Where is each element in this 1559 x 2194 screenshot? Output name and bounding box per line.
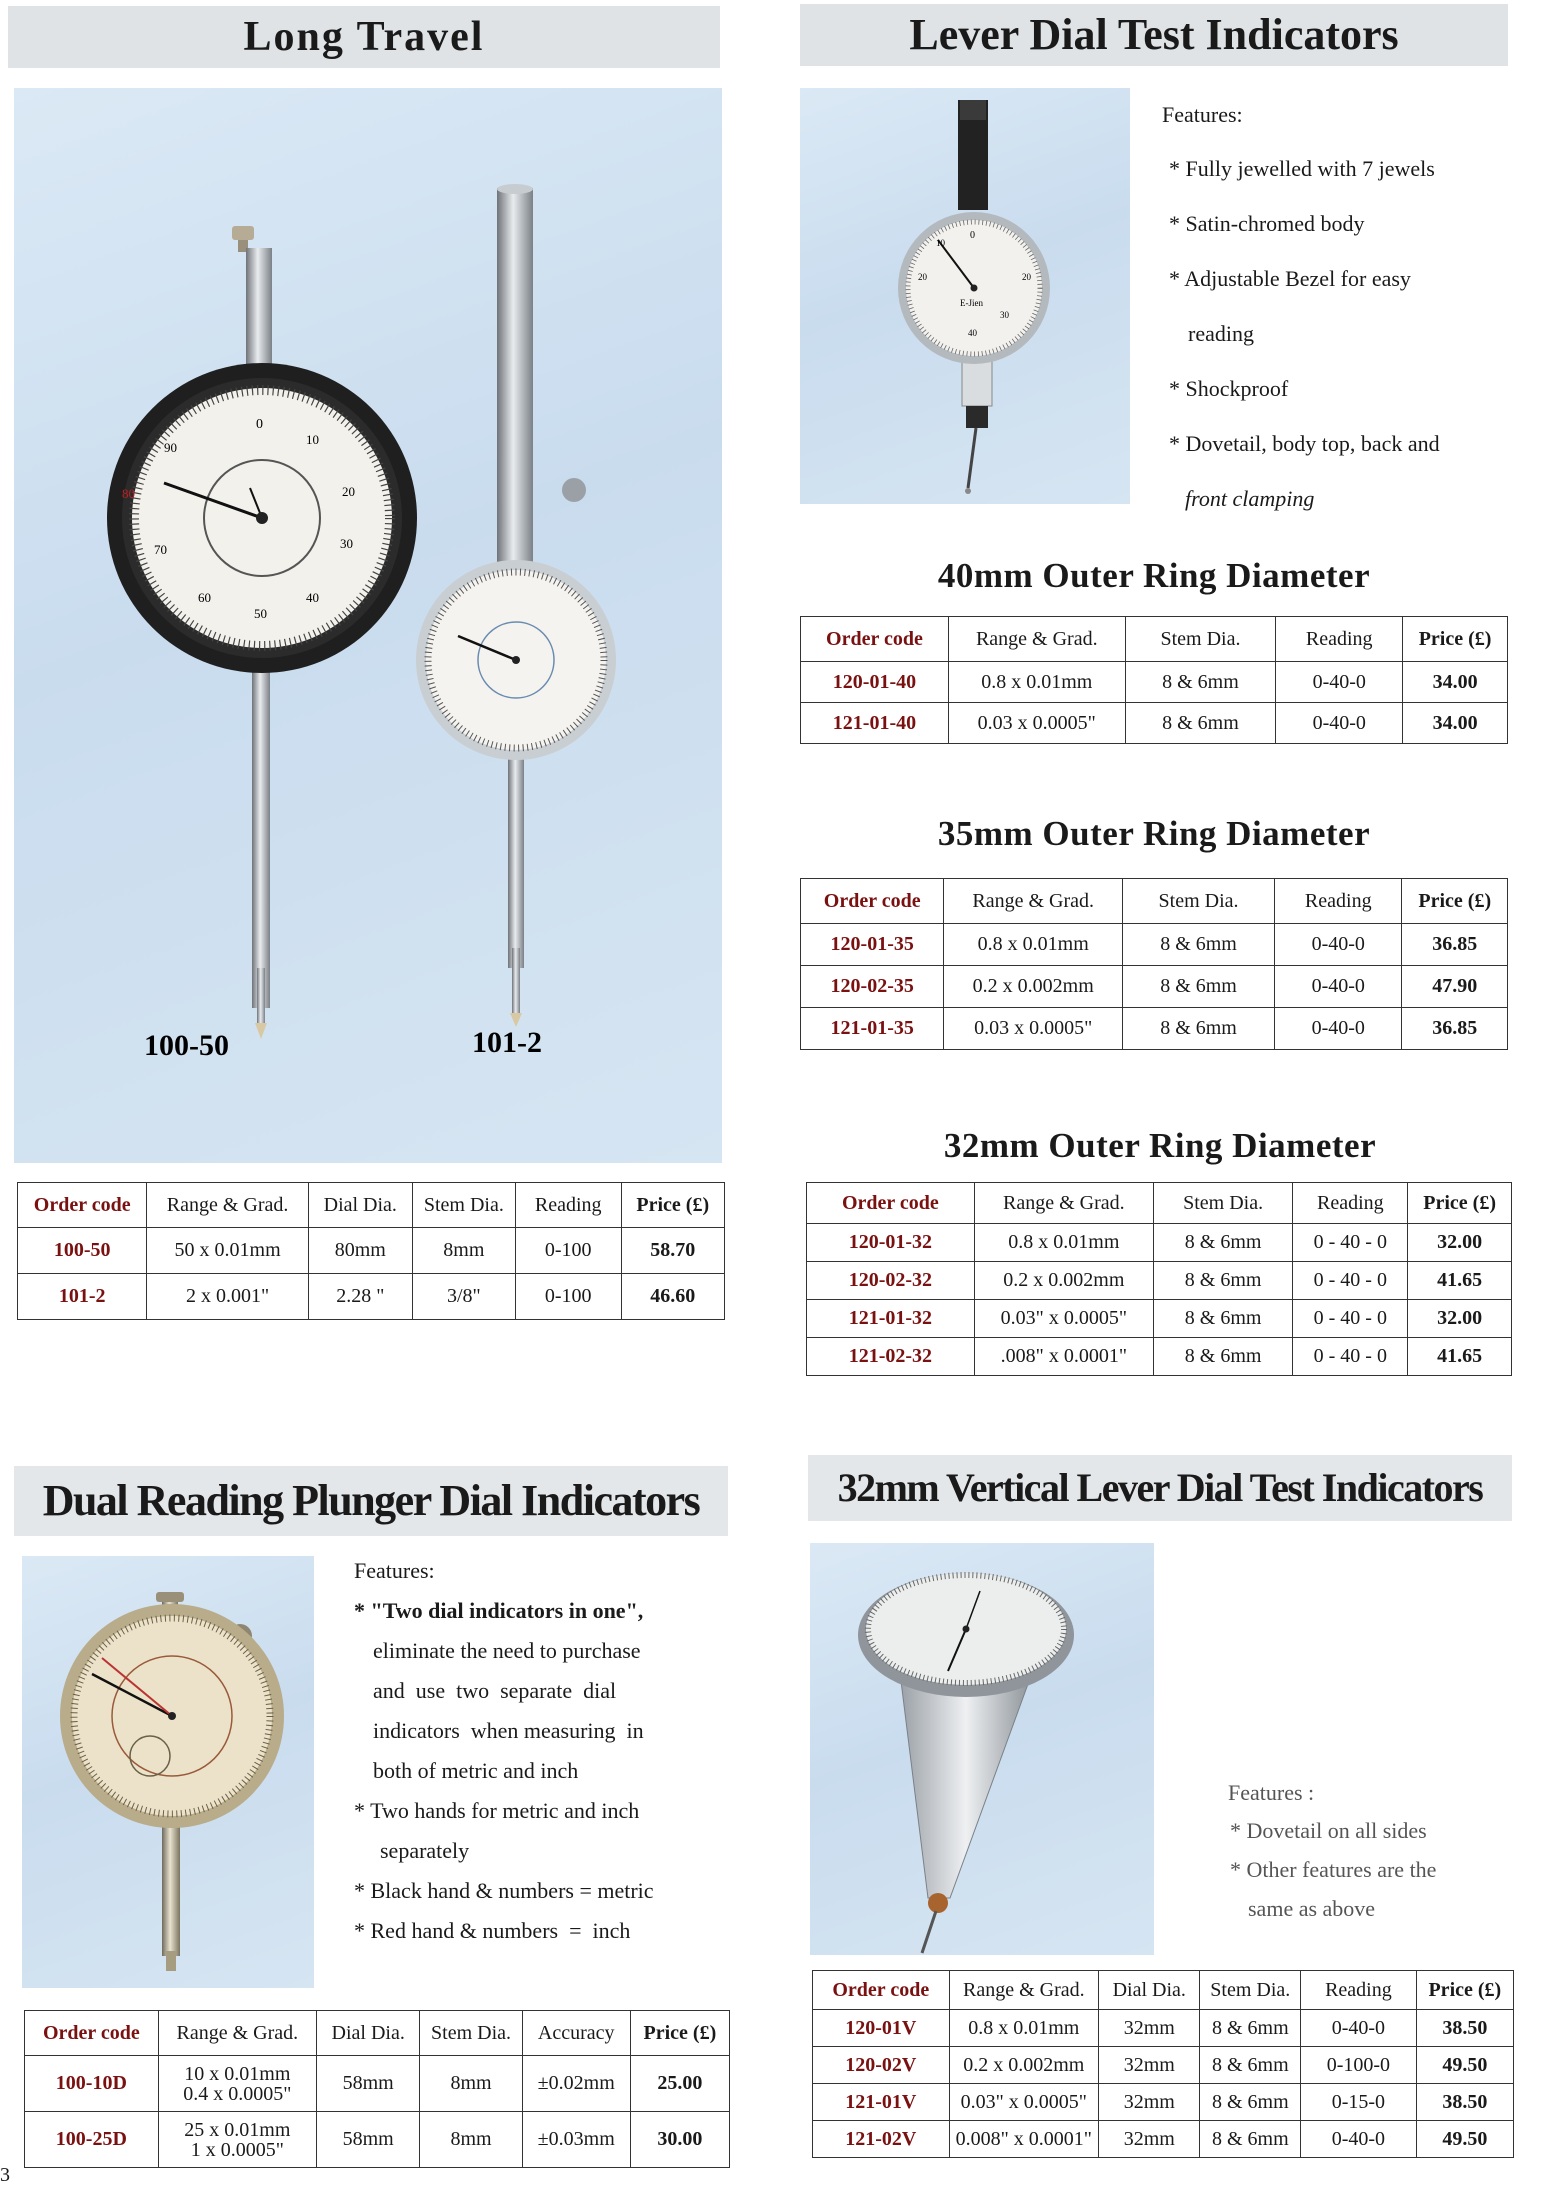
dial-brand: E-Jien [960, 298, 983, 308]
table-row [25, 2056, 730, 2112]
range-cell: 0.2 x 0.002mm [944, 966, 1123, 1008]
dial-dia-cell: 32mm [1099, 2121, 1200, 2158]
dial-dia-cell: 80mm [308, 1228, 412, 1274]
feature-item: * Black hand & numbers = metric [354, 1878, 654, 1903]
order-code-cell: 100-25D [25, 2112, 159, 2168]
feature-item: indicators when measuring in [373, 1718, 644, 1743]
col-dial-dia: Dial Dia. [316, 2011, 419, 2056]
range-inch: 0.4 x 0.0005" [183, 2082, 292, 2105]
vertical-indicator-illustration [810, 1543, 1154, 1955]
order-code-cell: 100-10D [25, 2056, 159, 2112]
order-code-cell: 121-01-40 [801, 703, 949, 744]
col-reading: Reading [515, 1183, 621, 1228]
price-cell: 32.00 [1408, 1300, 1512, 1338]
col-stem-dia: Stem Dia. [1153, 1183, 1293, 1224]
dual-table [24, 2010, 730, 2168]
long-travel-photo [14, 88, 722, 1163]
long-travel-table [17, 1182, 725, 1320]
table-row [813, 2047, 1514, 2084]
reading-cell: 0 - 40 - 0 [1293, 1224, 1408, 1262]
col-order-code: Order code [801, 617, 949, 662]
table-row [801, 966, 1508, 1008]
stem-dia-cell: 8 & 6mm [1200, 2084, 1301, 2121]
dial-indicator-100-50-icon [107, 226, 417, 1039]
range-metric: 10 x 0.01mm [184, 2062, 291, 2085]
stem-dia-cell: 8 & 6mm [1125, 662, 1276, 703]
range-cell: 0.2 x 0.002mm [949, 2047, 1098, 2084]
table-header-row [807, 1183, 1512, 1224]
long-travel-title-bar [8, 6, 720, 68]
price-cell: 46.60 [621, 1274, 725, 1320]
table-header-row [18, 1183, 725, 1228]
range-cell: 0.8 x 0.01mm [949, 2010, 1098, 2047]
dual-indicator-illustration [22, 1556, 314, 1988]
svg-text:10: 10 [306, 432, 319, 447]
order-code-cell: 120-01-32 [807, 1224, 975, 1262]
svg-text:0: 0 [256, 417, 263, 432]
price-cell: 41.65 [1408, 1262, 1512, 1300]
label-101-2: 101-2 [472, 1026, 542, 1059]
feature-item: * Other features are the [1230, 1857, 1437, 1882]
stem-dia-cell: 8 & 6mm [1123, 1008, 1275, 1050]
feature-item: * Satin-chromed body [1169, 211, 1365, 236]
range-metric: 25 x 0.01mm [184, 2118, 291, 2141]
lever-features [1162, 104, 1522, 524]
stem-dia-cell: 8 & 6mm [1153, 1300, 1293, 1338]
range-inch: 1 x 0.0005" [190, 2138, 284, 2161]
col-stem-dia: Stem Dia. [412, 1183, 515, 1228]
vertical-features [1226, 1782, 1516, 1932]
table-row [25, 2112, 730, 2168]
col-price: Price (£) [1408, 1183, 1512, 1224]
features-title: Features: [354, 1558, 435, 1583]
svg-text:80: 80 [122, 486, 135, 501]
dial-dia-cell: 32mm [1099, 2084, 1200, 2121]
range-cell: 0.008" x 0.0001" [949, 2121, 1098, 2158]
stem-dia-cell: 8 & 6mm [1123, 966, 1275, 1008]
table-header-row [801, 617, 1508, 662]
stem-dia-cell: 8 & 6mm [1153, 1338, 1293, 1376]
dial-number-10: 10 [936, 238, 945, 248]
col-price: Price (£) [621, 1183, 725, 1228]
t35-title: 35mm Outer Ring Diameter [937, 814, 1371, 853]
stem-dia-cell: 8mm [420, 2112, 522, 2168]
price-cell: 47.90 [1402, 966, 1508, 1008]
col-stem-dia: Stem Dia. [1125, 617, 1276, 662]
feature-item: * Dovetail, body top, back and [1169, 431, 1440, 456]
table-row [807, 1300, 1512, 1338]
label-100-50: 100-50 [144, 1029, 229, 1062]
col-price: Price (£) [1416, 1971, 1513, 2010]
order-code-cell: 121-01V [813, 2084, 950, 2121]
svg-text:20: 20 [342, 484, 355, 499]
order-code-cell: 120-02-35 [801, 966, 944, 1008]
stem-dia-cell: 8 & 6mm [1123, 924, 1275, 966]
lever-title: Lever Dial Test Indicators [909, 10, 1399, 59]
range-cell: .008" x 0.0001" [974, 1338, 1153, 1376]
col-price: Price (£) [630, 2011, 729, 2056]
col-order-code: Order code [807, 1183, 975, 1224]
reading-cell: 0 - 40 - 0 [1293, 1300, 1408, 1338]
feature-item: * Fully jewelled with 7 jewels [1169, 156, 1435, 181]
table-row [801, 1008, 1508, 1050]
range-cell: 0.03 x 0.0005" [944, 1008, 1123, 1050]
order-code-cell: 120-02V [813, 2047, 950, 2084]
col-reading: Reading [1276, 617, 1403, 662]
reading-cell: 0-40-0 [1275, 924, 1402, 966]
col-range-grad: Range & Grad. [944, 879, 1123, 924]
col-range-grad: Range & Grad. [147, 1183, 308, 1228]
price-cell: 41.65 [1408, 1338, 1512, 1376]
long-travel-title: Long Travel [243, 14, 485, 60]
reading-cell: 0 - 40 - 0 [1293, 1262, 1408, 1300]
col-reading: Reading [1275, 879, 1402, 924]
dial-dia-cell: 32mm [1099, 2010, 1200, 2047]
col-order-code: Order code [18, 1183, 147, 1228]
table-row [813, 2084, 1514, 2121]
stem-dia-cell: 8 & 6mm [1153, 1262, 1293, 1300]
stem-dia-cell: 3/8" [412, 1274, 515, 1320]
dial-number-30: 30 [1000, 310, 1009, 320]
reading-cell: 0-15-0 [1301, 2084, 1417, 2121]
feature-item: * Dovetail on all sides [1230, 1818, 1427, 1843]
feature-item: same as above [1248, 1896, 1376, 1921]
price-cell: 36.85 [1402, 1008, 1508, 1050]
table-row [807, 1262, 1512, 1300]
stem-dia-cell: 8mm [412, 1228, 515, 1274]
order-code-cell: 121-01-35 [801, 1008, 944, 1050]
long-travel-indicators-illustration [14, 88, 722, 1163]
range-cell: 50 x 0.01mm [147, 1228, 308, 1274]
feature-item: both of metric and inch [373, 1758, 579, 1783]
table-row [813, 2121, 1514, 2158]
range-cell: 2 x 0.001" [147, 1274, 308, 1320]
col-order-code: Order code [813, 1971, 950, 2010]
dial-dia-cell: 58mm [316, 2056, 419, 2112]
order-code-cell: 121-02V [813, 2121, 950, 2158]
reading-cell: 0-40-0 [1275, 966, 1402, 1008]
price-cell: 32.00 [1408, 1224, 1512, 1262]
svg-text:70: 70 [154, 542, 167, 557]
order-code-cell: 121-01-32 [807, 1300, 975, 1338]
lever-title-bar [800, 4, 1508, 66]
feature-item: * Two hands for metric and inch [354, 1798, 640, 1823]
lever-indicator-illustration [800, 88, 1130, 504]
table-row [813, 2010, 1514, 2047]
dual-photo [22, 1556, 314, 1988]
features-title: Features: [1162, 102, 1243, 127]
table-row [801, 924, 1508, 966]
range-cell: 0.03" x 0.0005" [974, 1300, 1153, 1338]
accuracy-cell: ±0.03mm [522, 2112, 630, 2168]
reading-cell: 0-40-0 [1275, 1008, 1402, 1050]
feature-item: eliminate the need to purchase [373, 1638, 641, 1663]
accuracy-cell: ±0.02mm [522, 2056, 630, 2112]
svg-text:40: 40 [306, 590, 319, 605]
col-price: Price (£) [1403, 617, 1508, 662]
t32-table [806, 1182, 1512, 1376]
feature-item: separately [380, 1838, 470, 1863]
dual-features [354, 1560, 734, 1950]
feature-item: and use two separate dial [373, 1678, 617, 1703]
table-row [807, 1224, 1512, 1262]
dial-number-0: 0 [970, 230, 975, 241]
range-cell: 0.03" x 0.0005" [949, 2084, 1098, 2121]
range-cell: 0.2 x 0.002mm [974, 1262, 1153, 1300]
table-row [18, 1274, 725, 1320]
price-cell: 58.70 [621, 1228, 725, 1274]
reading-cell: 0-100 [515, 1228, 621, 1274]
table-header-row [801, 879, 1508, 924]
t40-title: 40mm Outer Ring Diameter [937, 556, 1371, 595]
table-row [807, 1338, 1512, 1376]
reading-cell: 0-40-0 [1301, 2010, 1417, 2047]
range-cell: 0.8 x 0.01mm [944, 924, 1123, 966]
feature-item: * Shockproof [1169, 376, 1289, 401]
stem-dia-cell: 8 & 6mm [1200, 2121, 1301, 2158]
col-order-code: Order code [801, 879, 944, 924]
order-code-cell: 120-01-40 [801, 662, 949, 703]
col-stem-dia: Stem Dia. [1200, 1971, 1301, 2010]
order-code-cell: 100-50 [18, 1228, 147, 1274]
svg-text:50: 50 [254, 606, 267, 621]
t40-table [800, 616, 1508, 744]
order-code-cell: 120-01V [813, 2010, 950, 2047]
dial-indicator-101-2-icon [416, 184, 616, 1027]
reading-cell: 0-100-0 [1301, 2047, 1417, 2084]
dial-dia-cell: 2.28 " [308, 1274, 412, 1320]
lever-photo [800, 88, 1130, 504]
col-stem-dia: Stem Dia. [1123, 879, 1275, 924]
reading-cell: 0-40-0 [1276, 662, 1403, 703]
feature-item: front clamping [1185, 486, 1315, 511]
stem-dia-cell: 8 & 6mm [1200, 2047, 1301, 2084]
table-row [801, 662, 1508, 703]
price-cell: 38.50 [1416, 2010, 1513, 2047]
col-range-grad: Range & Grad. [949, 1971, 1098, 2010]
stem-dia-cell: 8 & 6mm [1153, 1224, 1293, 1262]
range-cell: 0.8 x 0.01mm [974, 1224, 1153, 1262]
order-code-cell: 121-02-32 [807, 1338, 975, 1376]
table-row [801, 703, 1508, 744]
price-cell: 34.00 [1403, 662, 1508, 703]
table-header-row [813, 1971, 1514, 2010]
feature-item: * Adjustable Bezel for easy [1169, 266, 1411, 291]
col-dial-dia: Dial Dia. [1099, 1971, 1200, 2010]
stem-dia-cell: 8 & 6mm [1125, 703, 1276, 744]
col-range-grad: Range & Grad. [974, 1183, 1153, 1224]
col-range-grad: Range & Grad. [948, 617, 1125, 662]
features-title: Features : [1228, 1780, 1315, 1805]
col-reading: Reading [1301, 1971, 1417, 2010]
price-cell: 30.00 [630, 2112, 729, 2168]
dual-title-bar [14, 1466, 728, 1536]
vertical-table [812, 1970, 1514, 2158]
feature-item: * Red hand & numbers = inch [354, 1918, 631, 1943]
svg-text:30: 30 [340, 536, 353, 551]
reading-cell: 0-40-0 [1301, 2121, 1417, 2158]
reading-cell: 0-100 [515, 1274, 621, 1320]
dial-number-40: 40 [968, 328, 977, 338]
table-row [18, 1228, 725, 1274]
feature-item: reading [1188, 321, 1254, 346]
price-cell: 38.50 [1416, 2084, 1513, 2121]
price-cell: 34.00 [1403, 703, 1508, 744]
svg-text:60: 60 [198, 590, 211, 605]
col-price: Price (£) [1402, 879, 1508, 924]
range-cell: 0.03 x 0.0005" [948, 703, 1125, 744]
range-cell [158, 2112, 316, 2168]
order-code-cell: 120-02-32 [807, 1262, 975, 1300]
vertical-title-bar [808, 1455, 1512, 1521]
reading-cell: 0-40-0 [1276, 703, 1403, 744]
range-cell [158, 2056, 316, 2112]
feature-item: * "Two dial indicators in one", [354, 1598, 644, 1623]
vertical-photo [810, 1543, 1154, 1955]
stem-dia-cell: 8mm [420, 2056, 522, 2112]
dial-dia-cell: 58mm [316, 2112, 419, 2168]
price-cell: 25.00 [630, 2056, 729, 2112]
t32-title: 32mm Outer Ring Diameter [943, 1126, 1377, 1165]
col-order-code: Order code [25, 2011, 159, 2056]
range-cell: 0.8 x 0.01mm [948, 662, 1125, 703]
reading-cell: 0 - 40 - 0 [1293, 1338, 1408, 1376]
dual-title: Dual Reading Plunger Dial Indicators [42, 1476, 700, 1525]
price-cell: 49.50 [1416, 2121, 1513, 2158]
price-cell: 36.85 [1402, 924, 1508, 966]
vertical-title: 32mm Vertical Lever Dial Test Indicators [837, 1465, 1483, 1510]
col-dial-dia: Dial Dia. [308, 1183, 412, 1228]
t35-table [800, 878, 1508, 1050]
col-reading: Reading [1293, 1183, 1408, 1224]
order-code-cell: 101-2 [18, 1274, 147, 1320]
svg-text:90: 90 [164, 440, 177, 455]
dial-number-20-right: 20 [1022, 272, 1031, 282]
dial-dia-cell: 32mm [1099, 2047, 1200, 2084]
price-cell: 49.50 [1416, 2047, 1513, 2084]
dial-number-20: 20 [918, 272, 927, 282]
table-header-row [25, 2011, 730, 2056]
col-range-grad: Range & Grad. [158, 2011, 316, 2056]
stem-dia-cell: 8 & 6mm [1200, 2010, 1301, 2047]
page-number: 3 [0, 2164, 10, 2186]
col-accuracy: Accuracy [522, 2011, 630, 2056]
col-stem-dia: Stem Dia. [420, 2011, 522, 2056]
order-code-cell: 120-01-35 [801, 924, 944, 966]
